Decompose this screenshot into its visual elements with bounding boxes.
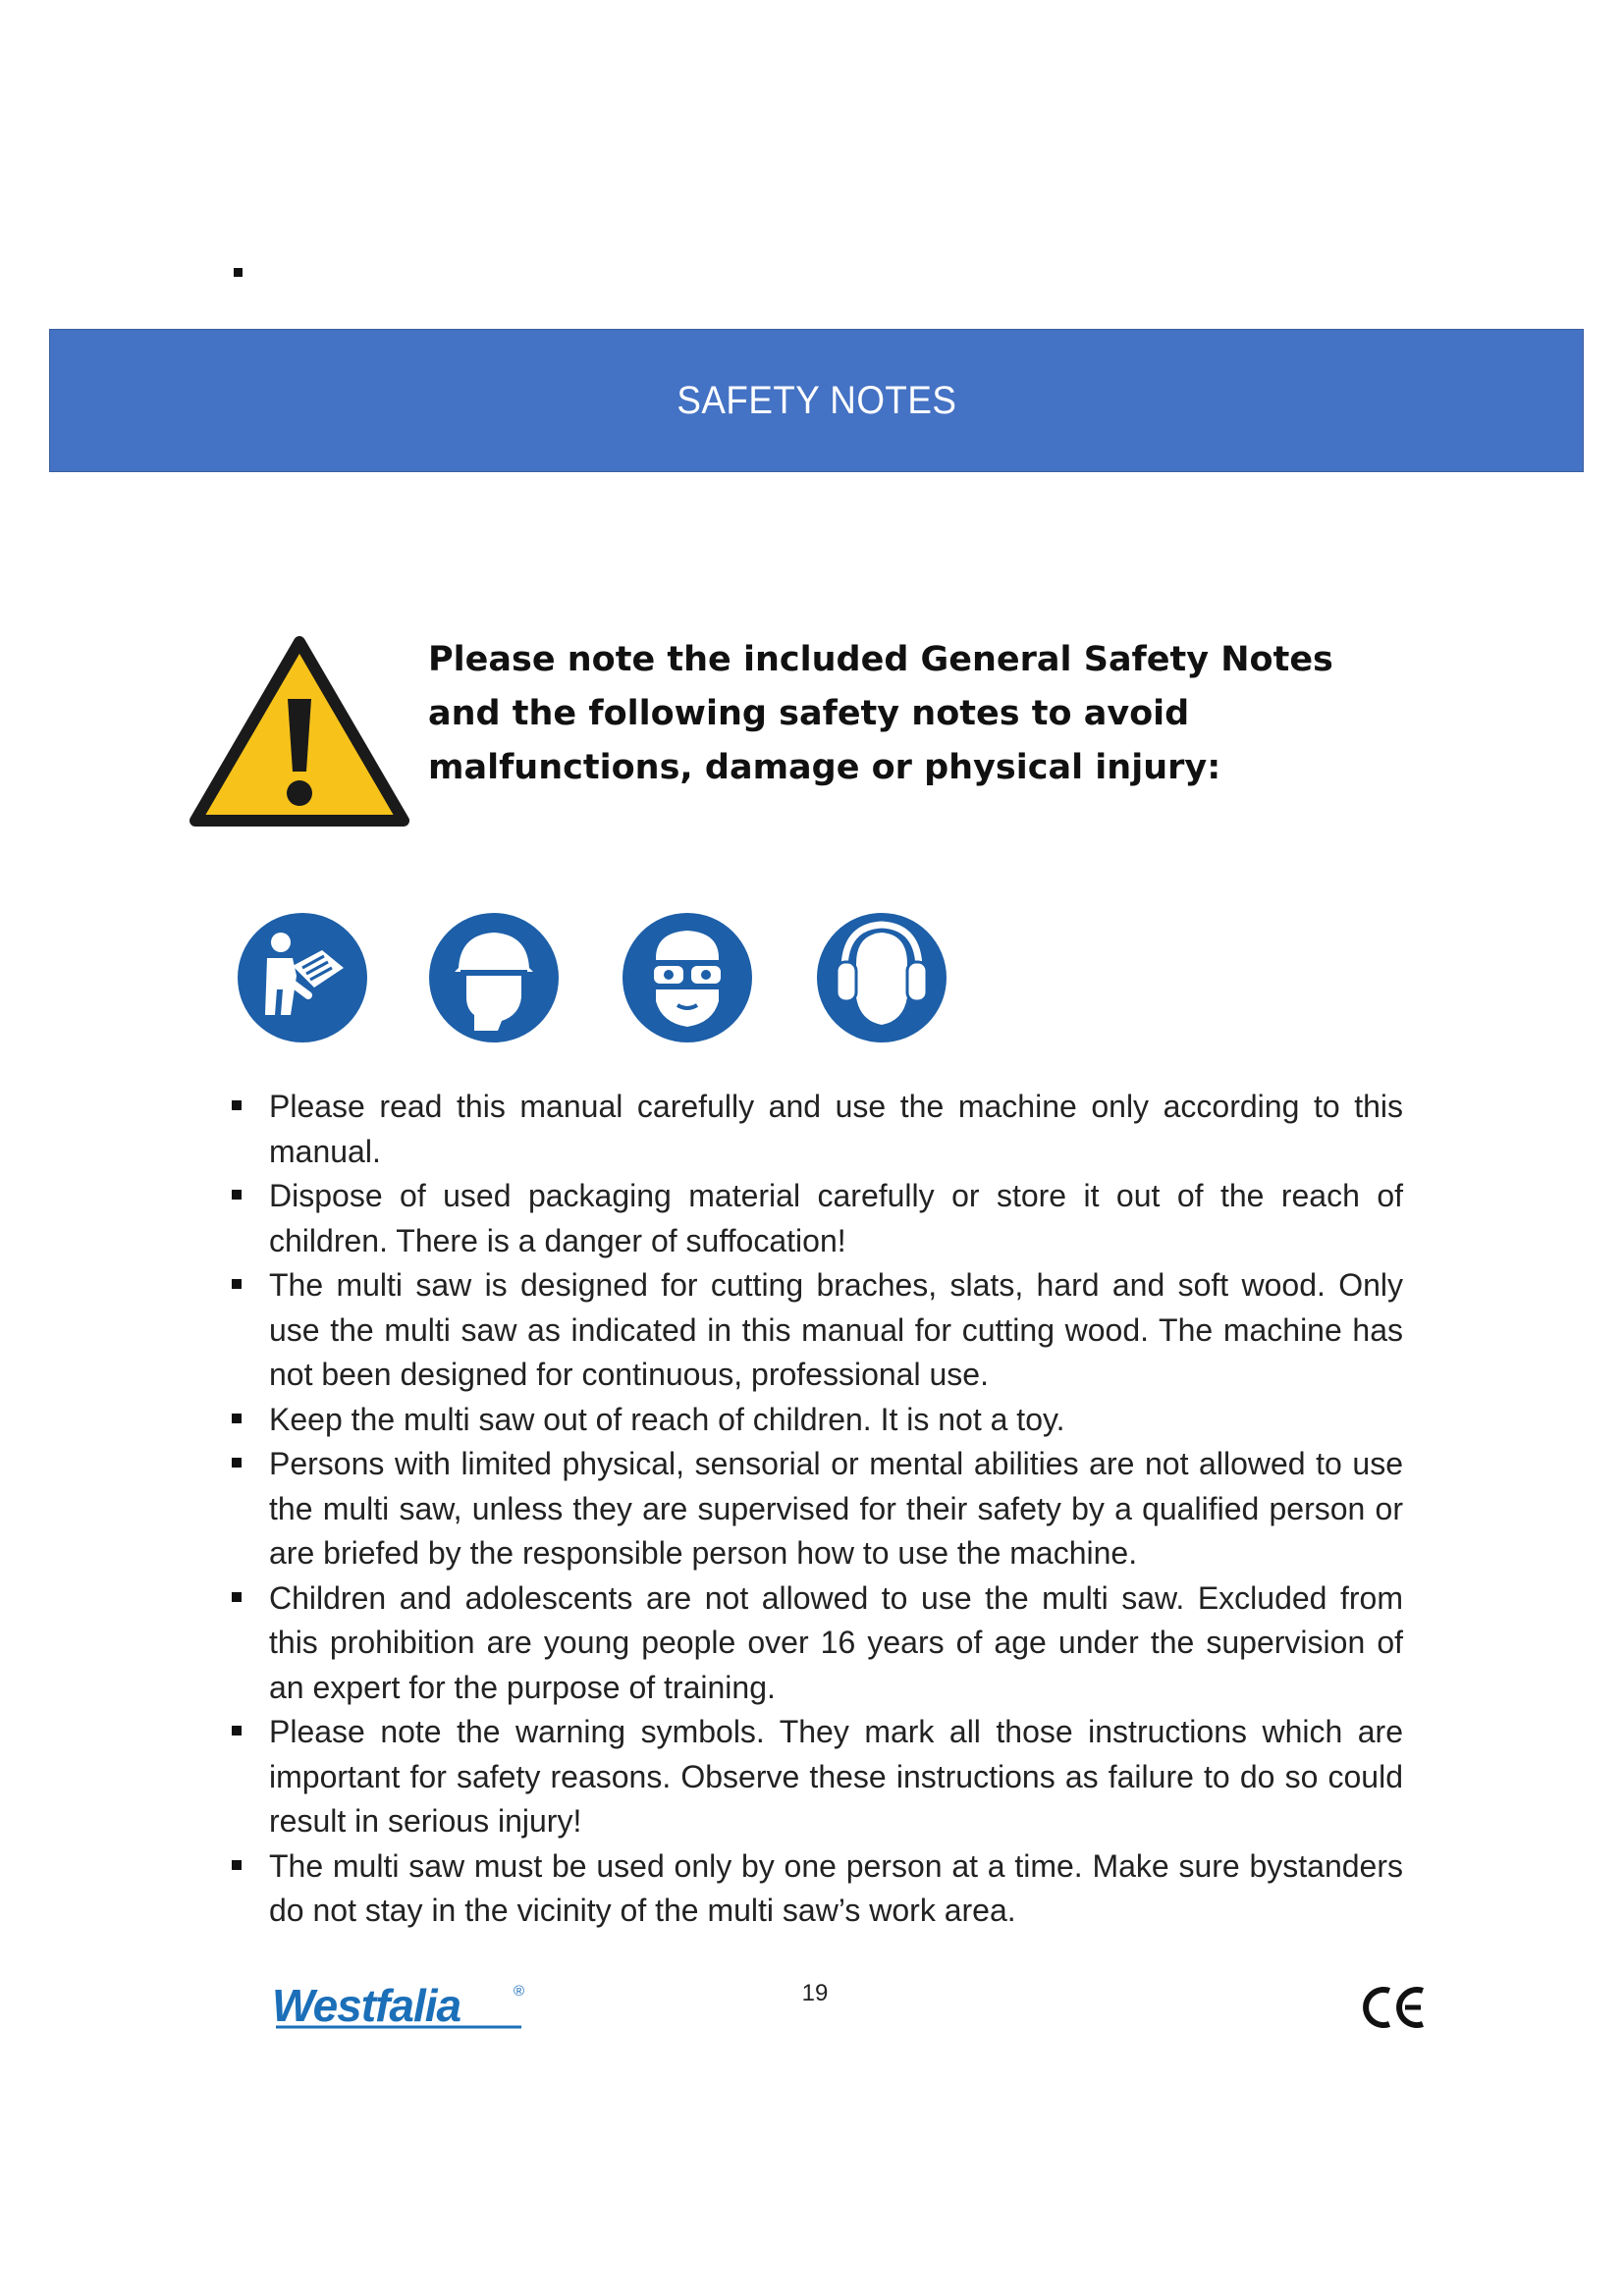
- list-item: Keep the multi saw out of reach of children. It is not a toy.: [232, 1398, 1403, 1443]
- bullet-marker: [234, 268, 243, 277]
- mandatory-signs: [232, 907, 958, 1048]
- intro-notice: Please note the included General Safety Notes and the following safety notes to avoid malfunctions, damage or physical injury:: [428, 640, 1333, 787]
- list-item: The multi saw must be used only by one person at a time. Make sure bystanders do not stay in the vicinity of the multi saw’s work area.: [232, 1844, 1403, 1934]
- wear-helmet-icon: [423, 907, 565, 1048]
- list-item: Children and adolescents are not allowed to use the multi saw. Excluded from this prohibition are young people over 16 years of age under the supervision of an expert for the purpose of training.: [232, 1576, 1403, 1711]
- page-number: 19: [801, 1980, 829, 2006]
- logo-text: Westfalia: [272, 1980, 461, 2031]
- list-item: The multi saw is designed for cutting braches, slats, hard and soft wood. Only use the multi saw as indicated in this manual for cutting wood. The machine has not been designed for continuous, professional use.: [232, 1263, 1403, 1398]
- westfalia-logo: [268, 1978, 533, 2033]
- list-item: Persons with limited physical, sensorial or mental abilities are not allowed to use the multi saw, unless they are supervised for their safety by a qualified person or are briefed by the responsible person how to use the machine.: [232, 1442, 1403, 1576]
- section-banner: [49, 329, 1584, 472]
- list-item: Dispose of used packaging material carefully or store it out of the reach of children. There is a danger of suffocation!: [232, 1174, 1403, 1263]
- warning-triangle-icon: [189, 636, 409, 828]
- section-title: SAFETY NOTES: [677, 378, 956, 422]
- safety-notes-list: [232, 1085, 1403, 1934]
- ce-mark-icon: [1362, 1985, 1427, 2030]
- wear-ear-protection-icon: [811, 907, 952, 1048]
- read-manual-icon: [232, 907, 373, 1048]
- logo-registered-mark: ®: [514, 1983, 525, 2000]
- list-item: Please note the warning symbols. They mark all those instructions which are important for safety reasons. Observe these instructions as failure to do so could result in serious injury!: [232, 1710, 1403, 1844]
- wear-goggles-icon: [617, 907, 758, 1048]
- list-item: Please read this manual carefully and use the machine only according to this manual.: [232, 1085, 1403, 1174]
